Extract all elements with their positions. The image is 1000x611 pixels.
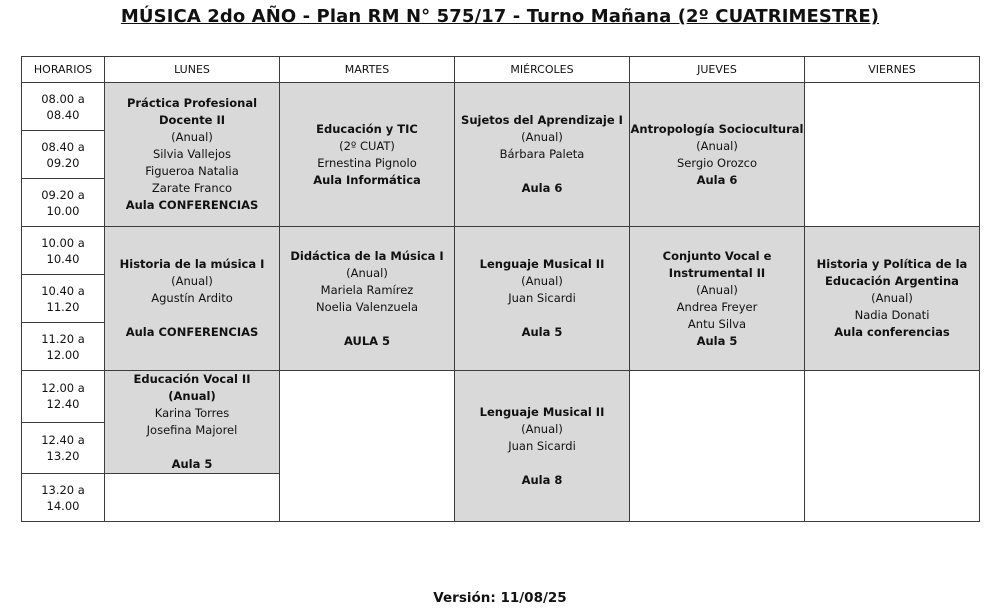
- room-label: Aula 5: [696, 333, 738, 348]
- teacher-name: Ernestina Pignolo: [317, 155, 417, 170]
- empty-cell-lunes-4: [105, 474, 280, 522]
- class-cell-lunes-2: [105, 227, 280, 371]
- table-row: [22, 371, 980, 423]
- room-label: Aula 8: [521, 472, 563, 487]
- subject-name: Docente II: [158, 113, 226, 127]
- class-cell-miercoles-1: [455, 83, 630, 227]
- header-lunes: LUNES: [105, 57, 280, 83]
- course-mode: (Anual): [521, 274, 563, 288]
- subject-name: Historia y Política de la: [816, 257, 968, 271]
- course-mode: (Anual): [521, 130, 563, 144]
- room-label: Aula conferencias: [834, 325, 950, 339]
- course-mode: (Anual): [346, 265, 388, 280]
- header-jueves: JUEVES: [630, 57, 805, 83]
- table-row: [22, 83, 980, 131]
- teacher-name: Figueroa Natalia: [145, 164, 239, 178]
- course-mode: (Anual): [171, 130, 213, 144]
- empty-cell-jueves-3: [630, 371, 805, 522]
- class-cell-miercoles-3: [455, 371, 630, 522]
- course-mode: (Anual): [696, 138, 738, 153]
- time-slot: 11.20 a 12.00: [22, 323, 105, 371]
- header-viernes: VIERNES: [805, 57, 980, 83]
- empty-cell-viernes-1: [805, 83, 980, 227]
- class-cell-martes-1: [280, 83, 455, 227]
- version-label: Versión: 11/08/25: [433, 590, 567, 606]
- teacher-name: Agustín Ardito: [151, 291, 233, 305]
- course-mode: (2º CUAT): [339, 138, 395, 153]
- course-mode: (Anual): [168, 389, 216, 403]
- teacher-name: Josefina Majorel: [146, 423, 238, 437]
- room-label: Aula CONFERENCIAS: [125, 198, 259, 212]
- teacher-name: Karina Torres: [154, 406, 230, 420]
- time-slot: 09.20 a 10.00: [22, 179, 105, 227]
- time-slot: 10.40 a 11.20: [22, 275, 105, 323]
- teacher-name: Zarate Franco: [151, 181, 233, 195]
- header-row: [22, 57, 980, 83]
- teacher-name: Silvia Vallejos: [152, 147, 232, 161]
- time-slot: 13.20 a 14.00: [22, 474, 105, 522]
- class-cell-viernes-2: [805, 227, 980, 371]
- room-label: Aula 5: [521, 325, 563, 339]
- time-slot: 08.00 a 08.40: [22, 83, 105, 131]
- subject-name: Historia de la música I: [119, 257, 265, 271]
- subject-name: Lenguaje Musical II: [479, 404, 605, 419]
- class-cell-jueves-2: [630, 227, 805, 371]
- subject-name: Práctica Profesional: [126, 96, 258, 110]
- teacher-name: Juan Sicardi: [508, 291, 576, 305]
- subject-name: Educación Vocal II: [133, 372, 251, 386]
- teacher-name: Antu Silva: [687, 316, 747, 331]
- subject-name: Educación Argentina: [825, 274, 959, 288]
- class-cell-martes-2: [280, 227, 455, 371]
- header-miercoles: MIÉRCOLES: [455, 57, 630, 83]
- empty-cell-viernes-3: [805, 371, 980, 522]
- room-label: Aula 5: [171, 457, 213, 471]
- course-mode: (Anual): [521, 421, 563, 436]
- page-title: MÚSICA 2do AÑO - Plan RM N° 575/17 - Turno Mañana (2º CUATRIMESTRE): [120, 6, 880, 27]
- teacher-name: Sergio Orozco: [676, 155, 758, 170]
- subject-name: Conjunto Vocal e: [662, 248, 772, 263]
- teacher-name: Mariela Ramírez: [320, 282, 414, 297]
- room-label: Aula Informática: [313, 172, 421, 187]
- teacher-name: Andrea Freyer: [676, 299, 758, 314]
- subject-name: Instrumental II: [668, 265, 766, 280]
- time-slot: 10.00 a 10.40: [22, 227, 105, 275]
- header-martes: MARTES: [280, 57, 455, 83]
- class-cell-jueves-1: [630, 83, 805, 227]
- schedule-table: [21, 56, 980, 522]
- course-mode: (Anual): [171, 274, 213, 288]
- header-horarios: HORARIOS: [22, 57, 105, 83]
- room-label: AULA 5: [343, 333, 391, 348]
- teacher-name: Bárbara Paleta: [499, 147, 585, 161]
- class-cell-miercoles-2: [455, 227, 630, 371]
- time-slot: 12.00 a 12.40: [22, 371, 105, 423]
- subject-name: Lenguaje Musical II: [479, 257, 605, 271]
- room-label: Aula 6: [521, 181, 563, 195]
- class-cell-lunes-3: [105, 371, 280, 474]
- teacher-name: Noelia Valenzuela: [315, 299, 419, 314]
- time-slot: 08.40 a 09.20: [22, 131, 105, 179]
- subject-name: Educación y TIC: [316, 121, 418, 136]
- room-label: Aula 6: [696, 172, 738, 187]
- teacher-name: Juan Sicardi: [508, 438, 576, 453]
- subject-name: Sujetos del Aprendizaje I: [461, 113, 623, 127]
- teacher-name: Nadia Donati: [854, 308, 930, 322]
- course-mode: (Anual): [871, 291, 913, 305]
- empty-cell-martes-3: [280, 371, 455, 522]
- subject-name: Didáctica de la Música I: [290, 248, 444, 263]
- room-label: Aula CONFERENCIAS: [125, 325, 259, 339]
- table-row: [22, 227, 980, 275]
- time-slot: 12.40 a 13.20: [22, 422, 105, 474]
- subject-name: Antropología Sociocultural: [630, 121, 804, 136]
- class-cell-lunes-1: [105, 83, 280, 227]
- course-mode: (Anual): [696, 282, 738, 297]
